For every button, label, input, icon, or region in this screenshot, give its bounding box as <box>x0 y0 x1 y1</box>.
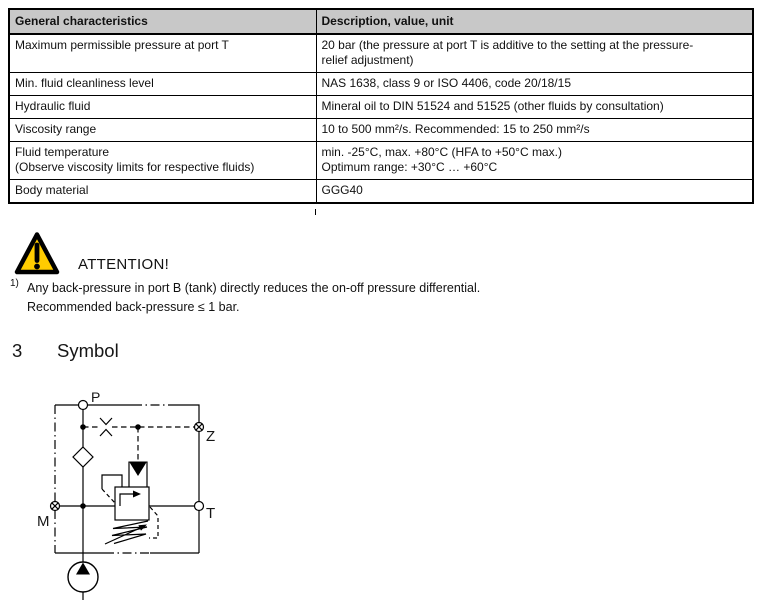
junction-dot <box>135 424 141 430</box>
attention-title: ATTENTION! <box>78 256 170 273</box>
cell-value-viscosity <box>316 119 753 142</box>
table-header-row <box>9 9 753 34</box>
port-t-label: T <box>206 505 216 522</box>
cell-value-body-material <box>316 180 753 204</box>
row-value-line2: Optimum range: +30°C … +60°C <box>321 160 498 174</box>
cell-value-cleanliness <box>316 73 753 96</box>
cell-label-max-pressure <box>9 34 316 73</box>
row-label: Min. fluid cleanliness level <box>15 76 154 90</box>
junction-dot <box>80 424 86 430</box>
cell-label-hydraulic-fluid <box>9 96 316 119</box>
table-row <box>9 119 753 142</box>
footnote-line1: Any back-pressure in port B (tank) directly reduces the on-off pressure differential. <box>27 281 481 295</box>
cell-label-cleanliness <box>9 73 316 96</box>
cell-label-body-material <box>9 180 316 204</box>
section-title: Symbol <box>57 340 119 361</box>
table-row <box>9 73 753 96</box>
port-z-label: Z <box>206 428 216 445</box>
row-value-line1: min. -25°C, max. +80°C (HFA to +50°C max.) <box>321 145 562 159</box>
column-divider-stub <box>315 209 316 215</box>
port-p-icon <box>79 401 88 410</box>
warning-triangle-icon <box>14 231 60 277</box>
cell-value-hydraulic-fluid <box>316 96 753 119</box>
pilot-hook-dashed <box>102 489 115 503</box>
port-m-label: M <box>37 513 50 530</box>
general-characteristics-table <box>8 8 754 204</box>
table-row <box>9 142 753 180</box>
header-general-characteristics: General characteristics <box>9 9 316 34</box>
table-row <box>9 34 753 73</box>
check-valve-icon <box>73 447 93 467</box>
orifice-icon-upper <box>100 418 112 425</box>
port-t-icon <box>195 502 204 511</box>
junction-dot <box>80 503 86 509</box>
row-value: NAS 1638, class 9 or ISO 4406, code 20/18/15 <box>321 76 571 90</box>
row-value: 10 to 500 mm²/s. Recommended: 15 to 250 mm²/s <box>321 122 590 136</box>
row-label: Maximum permissible pressure at port T <box>15 38 229 52</box>
hydraulic-symbol-diagram <box>30 386 230 600</box>
cell-value-fluid-temperature <box>316 142 753 180</box>
header-description-value-unit: Description, value, unit <box>316 9 753 34</box>
cell-label-fluid-temperature <box>9 142 316 180</box>
cell-value-max-pressure <box>316 34 753 73</box>
table-row <box>9 180 753 204</box>
footnote-line2: Recommended back-pressure ≤ 1 bar. <box>27 300 240 314</box>
row-label-line2: (Observe viscosity limits for respective fluids) <box>15 160 255 174</box>
row-value: Mineral oil to DIN 51524 and 51525 (other fluids by consultation) <box>321 99 664 113</box>
row-value-line2: relief adjustment) <box>321 53 414 67</box>
section-heading <box>12 340 119 362</box>
port-p-label: P <box>91 389 101 405</box>
row-label: Body material <box>15 183 89 197</box>
row-label-line1: Fluid temperature <box>15 145 110 159</box>
drain-dashed-line <box>149 507 158 538</box>
row-label: Viscosity range <box>15 122 97 136</box>
section-number: 3 <box>12 340 23 361</box>
orifice-icon-lower <box>100 430 112 437</box>
row-value-line1: 20 bar (the pressure at port T is additive to the setting at the pressure- <box>321 38 694 52</box>
row-value: GGG40 <box>321 183 363 197</box>
footnote-marker: 1) <box>10 278 19 289</box>
cell-label-viscosity <box>9 119 316 142</box>
actuator-triangle-icon <box>129 462 147 477</box>
row-label: Hydraulic fluid <box>15 99 91 113</box>
table-row <box>9 96 753 119</box>
